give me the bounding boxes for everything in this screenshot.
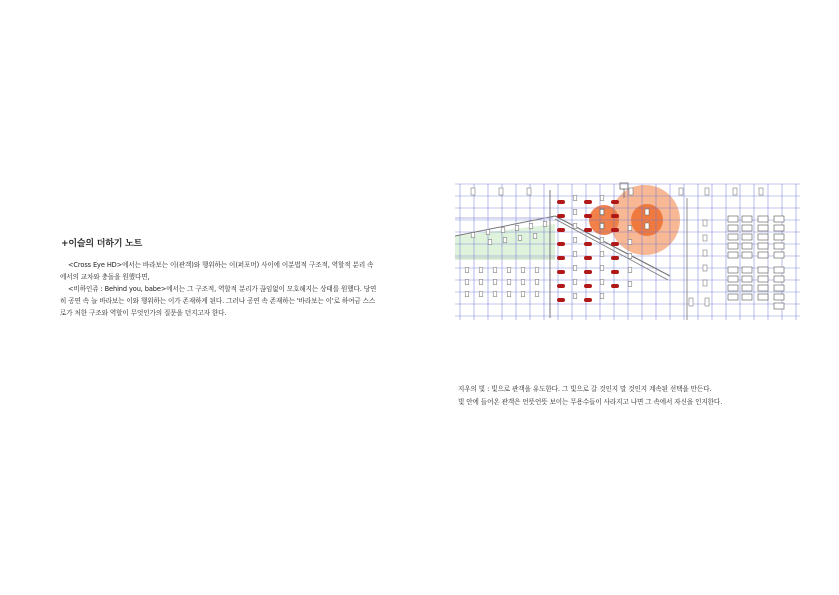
bench-block xyxy=(728,267,738,273)
seat-red xyxy=(584,298,592,302)
seat-red xyxy=(557,298,565,302)
seat-outline xyxy=(465,292,469,297)
seat-outline xyxy=(529,224,533,229)
seat-outline xyxy=(573,266,577,271)
seat-outline xyxy=(573,252,577,257)
seat-outline xyxy=(479,280,483,285)
seat-outline xyxy=(535,292,539,297)
seat-outline xyxy=(543,222,547,227)
seat-top xyxy=(471,188,475,195)
bench-block xyxy=(774,225,784,231)
bench-block xyxy=(774,267,784,273)
seat-outline xyxy=(535,280,539,285)
bench-block xyxy=(728,294,738,300)
seat-outline xyxy=(507,280,511,285)
seat-red xyxy=(611,242,619,246)
seat-outline xyxy=(600,266,604,271)
bench-block xyxy=(758,252,768,258)
seat-top xyxy=(527,188,531,195)
seat-red xyxy=(611,228,619,232)
seat-outline xyxy=(573,210,577,215)
bench-block xyxy=(758,234,768,240)
seat-bottom xyxy=(689,298,693,306)
seat-outline xyxy=(501,228,505,233)
seat-outline xyxy=(471,233,475,238)
seat-outline xyxy=(507,268,511,273)
seat-outline xyxy=(535,268,539,273)
bench-block xyxy=(774,294,784,300)
seat-outline xyxy=(507,292,511,297)
seat-red xyxy=(584,284,592,288)
bench-block xyxy=(774,285,784,291)
seat-top xyxy=(499,188,503,195)
seat-outline xyxy=(600,196,604,201)
seat-red xyxy=(611,214,619,218)
seat-outline xyxy=(521,292,525,297)
bench-block xyxy=(774,216,784,222)
seat-outline xyxy=(488,240,492,245)
seat-red xyxy=(584,200,592,204)
bench-block xyxy=(758,243,768,249)
bench-block xyxy=(774,276,784,282)
bench-block xyxy=(742,234,752,240)
bench-block xyxy=(758,267,768,273)
seat-outline xyxy=(515,226,519,231)
seat-outline xyxy=(465,280,469,285)
seat-outline xyxy=(573,280,577,285)
bench-block xyxy=(774,252,784,258)
seat-outline xyxy=(573,238,577,243)
seat-outline xyxy=(573,196,577,201)
seat-outline xyxy=(600,280,604,285)
seat-outline xyxy=(573,294,577,299)
bench-block xyxy=(742,285,752,291)
seat-outline xyxy=(493,268,497,273)
seat-red xyxy=(611,200,619,204)
seat-outline xyxy=(600,224,604,229)
seat-red xyxy=(584,256,592,260)
seat-marker xyxy=(645,209,649,215)
seat-red xyxy=(557,270,565,274)
bench-block xyxy=(742,294,752,300)
seat-red xyxy=(611,256,619,260)
seat-outline xyxy=(573,224,577,229)
bench-block xyxy=(758,216,768,222)
seat-outline xyxy=(521,268,525,273)
caption-line-1: 지우의 빛 : 빛으로 관객을 유도한다. 그 빛으로 갈 것인지 말 것인지 계속된 선택을 만든다. xyxy=(458,385,712,393)
seat-red xyxy=(611,270,619,274)
seat-outline xyxy=(493,292,497,297)
seat-bottom xyxy=(705,298,709,306)
bench-blocks xyxy=(728,216,784,309)
seat-top xyxy=(679,188,683,195)
seat-outline xyxy=(628,226,632,231)
seat-top xyxy=(759,188,763,195)
bench-block xyxy=(742,267,752,273)
seat-red xyxy=(557,284,565,288)
bench-block xyxy=(728,225,738,231)
bench-block xyxy=(742,276,752,282)
bench-block xyxy=(728,276,738,282)
note-paragraph-1: <Cross Eye HD>에서는 바라보는 이(관객)와 행위하는 이(퍼포머) 사이에 이분법적 구조적, 역할적 분리 속에서의 교차와 충돌을 원했다면, xyxy=(60,261,374,281)
seat-outline xyxy=(503,238,507,243)
seat-right xyxy=(703,280,707,286)
bench-block xyxy=(728,252,738,258)
caption-line-2: 빛 안에 들어온 관객은 언뜻언뜻 보이는 무용수들이 사라지고 나면 그 속에서 자신을 인지한다. xyxy=(458,398,723,406)
note-section xyxy=(60,236,378,319)
bench-block xyxy=(728,234,738,240)
bench-block xyxy=(742,243,752,249)
seat-red xyxy=(557,242,565,246)
seat-outline xyxy=(533,234,537,239)
seat-red xyxy=(557,228,565,232)
seat-top xyxy=(629,188,633,195)
seat-outline xyxy=(493,280,497,285)
seat-outline xyxy=(600,294,604,299)
bench-block xyxy=(728,216,738,222)
seat-outline xyxy=(628,254,632,259)
bench-block xyxy=(758,294,768,300)
seat-outline xyxy=(628,240,632,245)
seat-outline xyxy=(628,268,632,273)
bench-block xyxy=(742,216,752,222)
seat-right xyxy=(703,220,707,226)
seat-outline xyxy=(465,268,469,273)
bench-block xyxy=(758,225,768,231)
bench-block xyxy=(774,243,784,249)
seat-top xyxy=(733,188,737,195)
seat-red xyxy=(557,200,565,204)
bench-block xyxy=(742,225,752,231)
seat-red xyxy=(584,270,592,274)
seat-red xyxy=(557,256,565,260)
note-paragraph-2: <비하인쥬 : Behind you, babe>에서는 그 구조적, 역할적 분리가 끊임없이 모호해지는 상태를 원했다. 당연히 공연 속 늘 바라보는 이와 행위하는 이가 존재하게 된다. 그러나 공연 속 존재하는 '바라보는 이'로 하여금 스스로가 처한 구조와 역할이 무엇인가의 질문을 던지고자 한다. xyxy=(60,285,377,317)
seat-red xyxy=(584,242,592,246)
bench-block xyxy=(742,252,752,258)
stage-diagram xyxy=(455,180,800,325)
bench-block xyxy=(774,303,784,309)
seat-outline xyxy=(479,292,483,297)
seat-outline xyxy=(486,230,490,235)
seat-right xyxy=(703,250,707,256)
seat-red xyxy=(557,214,565,218)
seat-outline xyxy=(479,268,483,273)
seat-outline xyxy=(628,282,632,287)
seat-outline xyxy=(518,236,522,241)
seat-red xyxy=(584,214,592,218)
seat-outline xyxy=(600,210,604,215)
seat-right xyxy=(703,265,707,271)
seat-marker xyxy=(645,223,649,229)
diagram-caption xyxy=(458,383,803,409)
seat-outline xyxy=(600,238,604,243)
note-title: +이슬의 더하기 노트 xyxy=(61,239,143,249)
bench-block xyxy=(728,285,738,291)
seat-outline xyxy=(600,252,604,257)
seat-red xyxy=(611,284,619,288)
seat-right xyxy=(703,235,707,241)
bench-block xyxy=(758,276,768,282)
seat-red xyxy=(584,228,592,232)
bench-block xyxy=(758,285,768,291)
bench-block xyxy=(728,243,738,249)
seat-outline xyxy=(521,280,525,285)
seat-top xyxy=(705,188,709,195)
bench-block xyxy=(774,234,784,240)
